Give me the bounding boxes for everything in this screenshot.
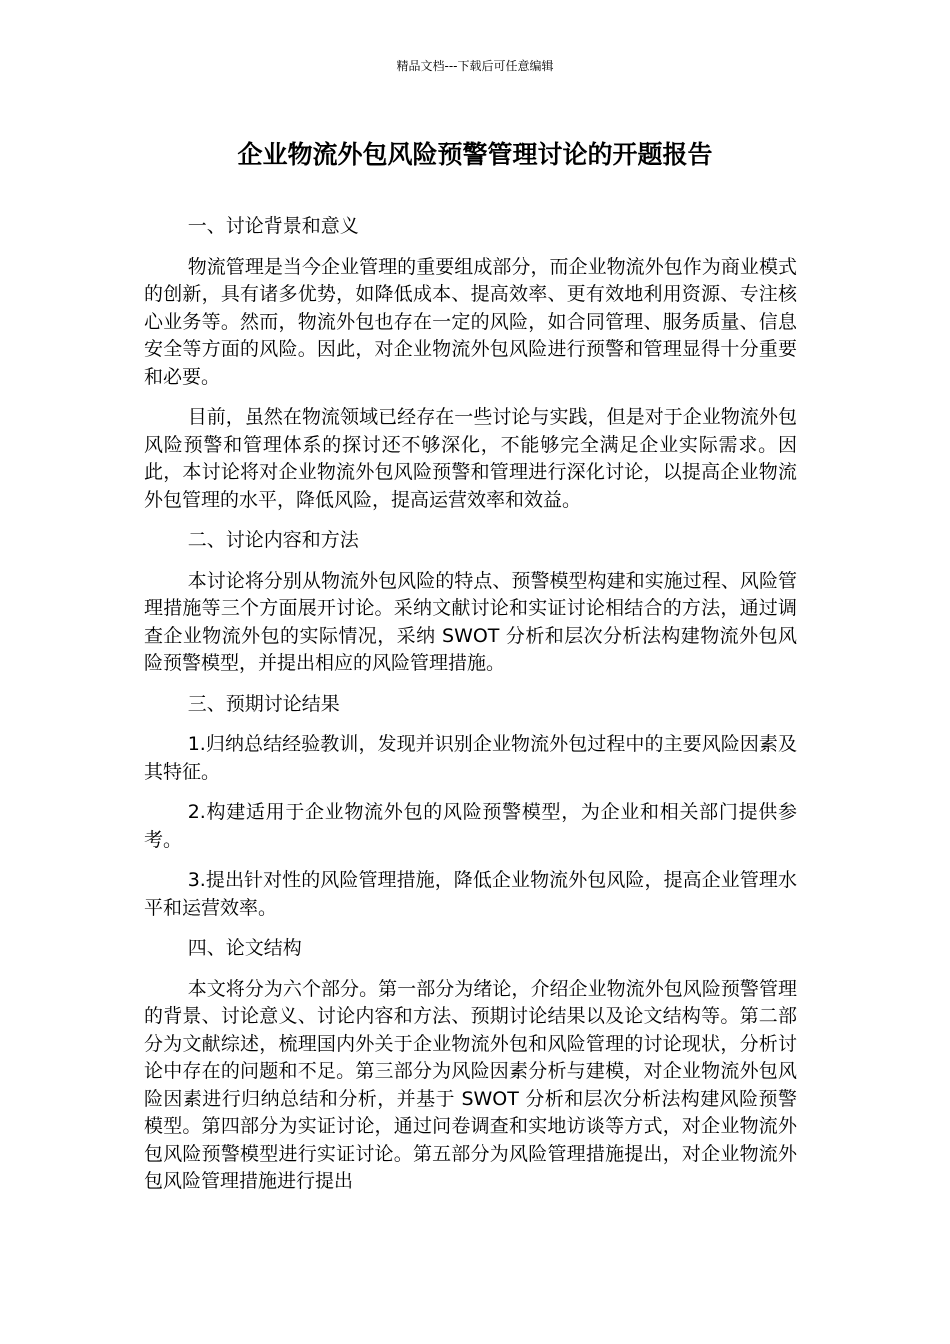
paragraph-background-1: 物流管理是当今企业管理的重要组成部分，而企业物流外包作为商业模式的创新，具有诸多优势，如降低成本、提高效率、更有效地利用资源、专注核心业务等。然而，物流外包也存在一定的风险，如合同管理、服务质量、信息安全等方面的风险。因此，对企业物流外包风险进行预警和管理显得十分重要和必要。 — [144, 255, 797, 388]
paragraph-result-3: 3.提出针对性的风险管理措施，降低企业物流外包风险，提高企业管理水平和运营效率。 — [144, 869, 797, 919]
paragraph-background-2: 目前，虽然在物流领域已经存在一些讨论与实践，但是对于企业物流外包风险预警和管理体系的探讨还不够深化，不能够完全满足企业实际需求。因此，本讨论将对企业物流外包风险预警和管理进行深化讨论，以提高企业物流外包管理的水平，降低风险，提高运营效率和效益。 — [144, 406, 797, 511]
header-note: 精品文档---下载后可任意编辑 — [396, 59, 554, 73]
paragraph-content-method: 本讨论将分别从物流外包风险的特点、预警模型构建和实施过程、风险管理措施等三个方面展开讨论。采纳文献讨论和实证讨论相结合的方法，通过调查企业物流外包的实际情况，采纳 SWOT 分析和层次分析法构建物流外包风险预警模型，并提出相应的风险管理措施。 — [144, 569, 797, 674]
section-heading-background: 一、讨论背景和意义 — [187, 215, 359, 237]
paragraph-structure: 本文将分为六个部分。第一部分为绪论，介绍企业物流外包风险预警管理的背景、讨论意义、讨论内容和方法、预期讨论结果以及论文结构等。第二部分为文献综述，梳理国内外关于企业物流外包和风险管理的讨论现状，分析讨论中存在的问题和不足。第三部分为风险因素分析与建模，对企业物流外包风险因素进行归纳总结和分析，并基于 SWOT 分析和层次分析法构建风险预警模型。第四部分为实证讨论，通过问卷调查和实地访谈等方式，对企业物流外包风险预警模型进行实证讨论。第五部分为风险管理措施提出，对企业物流外包风险管理措施进行提出 — [144, 977, 797, 1192]
section-heading-structure: 四、论文结构 — [187, 937, 302, 959]
document-body — [144, 213, 797, 1209]
document-title: 企业物流外包风险预警管理讨论的开题报告 — [237, 140, 713, 169]
paragraph-result-1: 1.归纳总结经验教训，发现并识别企业物流外包过程中的主要风险因素及其特征。 — [144, 733, 797, 783]
section-heading-content-method: 二、讨论内容和方法 — [187, 529, 359, 551]
paragraph-result-2: 2.构建适用于企业物流外包的风险预警模型，为企业和相关部门提供参考。 — [144, 801, 797, 851]
section-heading-expected-results: 三、预期讨论结果 — [187, 692, 340, 715]
